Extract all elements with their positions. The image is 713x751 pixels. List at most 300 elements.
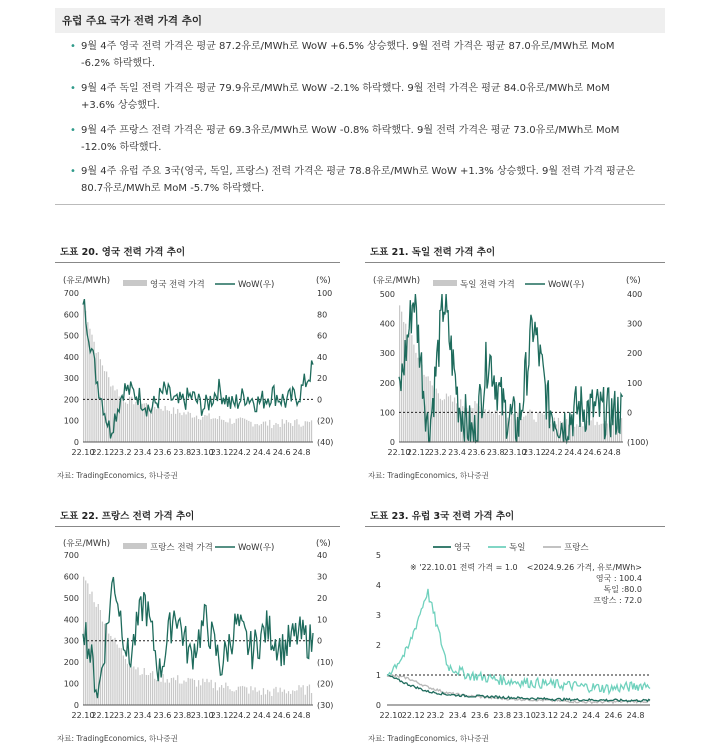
price-bar [454, 398, 455, 442]
price-bar [188, 412, 189, 442]
price-bar [144, 668, 145, 705]
price-bar [179, 684, 180, 705]
x-tick-label: 23.4 [133, 711, 152, 720]
price-bar [540, 411, 541, 442]
price-bar [489, 410, 490, 442]
y-tick-label: 300 [63, 374, 79, 384]
price-bar [206, 679, 207, 705]
x-tick-label: 23.10 [512, 711, 536, 720]
price-bar [286, 693, 287, 705]
price-bar [133, 666, 134, 705]
x-tick-label: 23.4 [133, 448, 152, 457]
x-tick-label: 24.8 [292, 448, 311, 457]
price-bar [290, 694, 291, 705]
y-tick-label: 2 [375, 641, 381, 650]
legend-line-label: WoW(우) [238, 543, 275, 553]
y2-tick-label: 40 [317, 551, 328, 560]
x-tick-label: 23.12 [535, 711, 559, 720]
price-bar [127, 404, 128, 442]
x-tick-label: 22.12 [91, 711, 115, 720]
y-tick-label: 100 [63, 416, 79, 426]
price-bar [156, 680, 157, 705]
price-bar [594, 425, 595, 442]
x-tick-label: 23.8 [173, 711, 192, 720]
price-bar [303, 426, 304, 442]
y-tick-label: 300 [379, 349, 395, 359]
x-tick-label: 23.10 [190, 448, 214, 457]
price-bar [137, 667, 138, 705]
caption-underline [55, 262, 340, 263]
y-tick-label: 100 [379, 408, 395, 418]
x-tick-label: 23.6 [471, 711, 489, 720]
price-bar [298, 685, 299, 705]
price-bar [200, 685, 201, 705]
price-bar [219, 687, 220, 705]
chart-caption-fr: 도표 22. 프랑스 전력 가격 추이 [60, 511, 195, 522]
price-bar [263, 422, 264, 442]
price-bar [491, 412, 492, 442]
price-bar [185, 682, 186, 705]
price-bar [192, 679, 193, 705]
x-tick-label: 24.2 [233, 448, 251, 457]
y-tick-label: 400 [63, 615, 79, 625]
x-tick-label: 23.2 [428, 448, 447, 457]
price-bar [263, 688, 264, 705]
price-bar [307, 421, 308, 442]
y2-tick-label: (20) [317, 679, 334, 689]
y-tick-label: 200 [63, 658, 79, 668]
price-bar [399, 305, 400, 442]
price-bar [257, 692, 258, 705]
price-bar [300, 687, 301, 705]
price-bar [415, 353, 416, 442]
price-bar [202, 417, 203, 442]
price-bar [403, 322, 404, 442]
y-tick-label: 600 [63, 310, 79, 320]
price-bar [413, 345, 414, 442]
price-bar [525, 415, 526, 442]
y-tick-label: 0 [73, 438, 79, 447]
price-bar [148, 407, 149, 442]
price-bar [213, 418, 214, 442]
price-bar [158, 407, 159, 442]
price-bar [286, 420, 287, 442]
price-bar [288, 691, 289, 705]
price-bar [537, 412, 538, 442]
y-tick-label: 600 [63, 572, 79, 582]
price-bar [162, 411, 163, 442]
y-tick-label: 700 [63, 289, 79, 298]
price-bar [531, 411, 532, 442]
y-tick-label: 5 [375, 551, 381, 560]
price-bar [277, 424, 278, 442]
price-bar [240, 686, 241, 705]
price-bar [267, 690, 268, 705]
price-bar [436, 389, 437, 442]
price-bar [106, 372, 107, 442]
price-bar [513, 414, 514, 442]
price-bar [523, 417, 524, 442]
x-tick-label: 23.12 [210, 448, 234, 457]
y2-tick-label: 40 [317, 352, 328, 362]
price-bar [248, 694, 249, 705]
price-bar [112, 639, 113, 705]
info-line: 영국 : 100.4 [595, 574, 642, 583]
price-bar [171, 678, 172, 705]
price-bar [181, 415, 182, 442]
price-bar [546, 417, 547, 442]
price-bar [131, 667, 132, 705]
x-tick-label: 24.6 [272, 448, 291, 457]
y-tick-label: 500 [63, 331, 79, 341]
price-bar [181, 684, 182, 705]
price-bar [533, 420, 534, 442]
price-bar [417, 358, 418, 442]
price-bar [544, 415, 545, 442]
price-bar [307, 686, 308, 705]
price-bar [621, 418, 622, 442]
y-tick-label: 0 [389, 438, 395, 447]
x-tick-label: 22.10 [71, 711, 95, 720]
x-tick-label: 24.8 [626, 711, 645, 720]
x-tick-label: 23.8 [486, 448, 505, 457]
price-bar [456, 403, 457, 442]
legend-line-label: WoW(우) [238, 280, 275, 290]
price-bar [448, 396, 449, 442]
price-bar [574, 427, 575, 442]
source-eu: 자료: TradingEconomics, 하나증권 [368, 734, 489, 743]
price-bar [409, 333, 410, 442]
price-bar [171, 414, 172, 442]
price-bar [265, 694, 266, 705]
price-bar [148, 675, 149, 705]
price-bar [91, 335, 92, 442]
price-bar [167, 679, 168, 705]
price-bar [183, 412, 184, 442]
right-axis-unit: (%) [626, 276, 641, 286]
y2-tick-label: 100 [317, 289, 333, 298]
price-bar [603, 424, 604, 442]
chart-fr [55, 533, 345, 728]
price-bar [127, 664, 128, 705]
price-bar [211, 419, 212, 442]
x-tick-label: 22.10 [379, 711, 403, 720]
price-bar [273, 689, 274, 705]
price-bar [231, 691, 232, 705]
price-bar [196, 416, 197, 442]
legend-bar-swatch [123, 543, 147, 549]
price-bar [294, 420, 295, 442]
y2-tick-label: 80 [317, 310, 328, 320]
y2-tick-label: 30 [317, 572, 328, 582]
price-bar [521, 419, 522, 442]
bullet-uk: • 9월 4주 영국 전력 가격은 평균 87.2유로/MWh로 WoW +6.5% 상승했다. 9월 전력 가격은 평균 87.0유로/MWh로 MoM -6.2% 하락했다. [70, 38, 645, 72]
chart-caption-eu: 도표 23. 유럽 3국 전력 가격 추이 [370, 511, 515, 522]
price-bar [282, 419, 283, 442]
x-tick-label: 24.4 [564, 448, 583, 457]
price-bar [259, 425, 260, 442]
price-bar [234, 423, 235, 442]
x-tick-label: 23.12 [210, 711, 234, 720]
x-tick-label: 24.8 [602, 448, 621, 457]
legend-label: 영국 [454, 543, 471, 553]
price-bar [292, 426, 293, 442]
price-bar [482, 414, 483, 442]
y2-tick-label: 60 [317, 331, 328, 341]
price-bar [280, 688, 281, 705]
x-tick-label: 23.2 [113, 711, 132, 720]
y-tick-label: 500 [379, 290, 395, 299]
y-tick-label: 4 [375, 581, 381, 590]
price-bar [284, 424, 285, 442]
price-bar [198, 419, 199, 442]
price-bar [179, 413, 180, 442]
price-bar [165, 683, 166, 705]
price-bar [311, 693, 312, 705]
price-bar [223, 688, 224, 705]
right-axis-unit: (%) [316, 276, 331, 286]
y2-tick-label: 20 [317, 593, 328, 603]
price-bar [234, 692, 235, 705]
price-bar [200, 420, 201, 442]
price-bar [529, 410, 530, 442]
price-bar [280, 427, 281, 442]
price-bar [202, 679, 203, 705]
price-bar [185, 414, 186, 442]
chart-caption-de: 도표 21. 독일 전력 가격 추이 [370, 247, 496, 258]
x-tick-label: 23.10 [503, 448, 527, 457]
y2-tick-label: 0 [317, 395, 323, 405]
price-bar [227, 422, 228, 442]
caption-underline [55, 526, 340, 527]
y2-tick-label: (30) [317, 701, 334, 710]
price-bar [160, 682, 161, 705]
price-bar [211, 680, 212, 705]
price-bar [495, 411, 496, 442]
price-bar [309, 422, 310, 442]
chart-note: ※ '22.10.01 전력 가격 = 1.0 [410, 563, 518, 572]
price-bar [225, 683, 226, 705]
right-axis-unit: (%) [316, 539, 331, 549]
price-bar [242, 418, 243, 442]
price-bar [204, 682, 205, 705]
price-bar [527, 413, 528, 442]
price-bar [311, 420, 312, 442]
price-bar [238, 418, 239, 442]
price-bar [578, 426, 579, 442]
chart-uk [55, 270, 345, 465]
price-bar [246, 420, 247, 442]
price-bar [261, 695, 262, 705]
price-bar [135, 402, 136, 442]
price-bar [125, 402, 126, 442]
x-tick-label: 24.4 [252, 448, 271, 457]
price-bar [236, 419, 237, 442]
bullet-dot: • [70, 83, 76, 94]
price-bar [175, 414, 176, 442]
price-bar [493, 413, 494, 442]
price-bar [254, 424, 255, 442]
price-bar [582, 426, 583, 442]
bullet-de: • 9월 4주 독일 전력 가격은 평균 79.9유로/MWh로 WoW -2.1% 하락했다. 9월 전력 가격은 평균 84.0유로/MWh로 MoM +3.6% 상승했다. [70, 80, 645, 114]
y-tick-label: 300 [63, 636, 79, 646]
price-bar [273, 425, 274, 442]
price-bar [309, 685, 310, 705]
y2-tick-label: 200 [627, 349, 643, 359]
price-bar [442, 400, 443, 442]
source-uk: 자료: TradingEconomics, 하나증권 [57, 471, 178, 480]
legend-bar-label: 영국 전력 가격 [150, 280, 205, 290]
price-bar [108, 634, 109, 705]
y2-tick-label: (40) [317, 438, 334, 447]
section-divider [55, 204, 665, 205]
price-bar [221, 685, 222, 705]
price-bar [221, 420, 222, 442]
price-bar [119, 648, 120, 705]
left-axis-unit: (유로/MWh) [63, 276, 111, 286]
price-bar [219, 416, 220, 442]
price-bar [121, 648, 122, 705]
chart-caption-uk: 도표 20. 영국 전력 가격 추이 [60, 247, 186, 258]
x-tick-label: 24.6 [272, 711, 291, 720]
y2-tick-label: (20) [317, 416, 334, 426]
price-bar [254, 687, 255, 705]
price-bar [102, 622, 103, 705]
price-bar [485, 409, 486, 442]
price-bar [601, 424, 602, 442]
y-tick-label: 400 [63, 352, 79, 362]
price-bar [169, 683, 170, 705]
price-bar [154, 679, 155, 705]
bullet-fr: • 9월 4주 프랑스 전력 가격은 평균 69.3유로/MWh로 WoW -0.8% 하락했다. 9월 전력 가격은 평균 73.0유로/MWh로 MoM -12.0% 하락했다. [70, 122, 645, 156]
price-bar [173, 407, 174, 442]
bullet-eu: • 9월 4주 유럽 주요 3국(영국, 독일, 프랑스) 전력 가격은 평균 78.8유로/MWh로 WoW +1.3% 상승했다. 9월 전력 가격 평균은 80.7유로/MWh로 MoM -5.7% 하락했다. [70, 163, 645, 197]
chart-eu [365, 533, 665, 728]
price-bar [204, 415, 205, 442]
x-tick-label: 23.10 [190, 711, 214, 720]
price-bar [244, 687, 245, 705]
y2-tick-label: 0 [317, 636, 323, 646]
price-bar [407, 334, 408, 442]
y-tick-label: 1 [375, 671, 381, 680]
legend-bar-label: 프랑스 전력 가격 [150, 543, 213, 553]
info-line: <2024.9.26 가격, 유로/MWh> [526, 563, 642, 572]
price-bar [257, 424, 258, 442]
price-bar [590, 420, 591, 442]
price-bar [114, 638, 115, 705]
price-bar [231, 424, 232, 442]
price-bar [282, 692, 283, 705]
y2-tick-label: 0 [627, 408, 633, 418]
price-bar [288, 422, 289, 442]
y-tick-label: 0 [375, 701, 381, 710]
price-bar [246, 687, 247, 705]
bullet-dot: • [70, 41, 76, 52]
price-bar [244, 419, 245, 442]
chart-de [365, 270, 665, 465]
price-bar [169, 411, 170, 442]
price-bar [240, 417, 241, 442]
price-bar [165, 406, 166, 442]
price-bar [152, 671, 153, 705]
price-bar [497, 410, 498, 442]
legend-label: 독일 [509, 543, 526, 553]
y2-tick-label: (100) [627, 438, 649, 447]
price-bar [190, 679, 191, 705]
y-tick-label: 700 [63, 551, 79, 560]
y2-tick-label: (10) [317, 658, 334, 668]
price-bar [503, 411, 504, 442]
price-bar [104, 371, 105, 442]
price-bar [183, 680, 184, 705]
price-bar [217, 419, 218, 442]
price-bar [440, 399, 441, 442]
y2-tick-label: 300 [627, 319, 643, 329]
bullet-dot: • [70, 125, 76, 136]
price-bar [167, 410, 168, 442]
x-tick-label: 24.8 [292, 711, 311, 720]
left-axis-unit: (유로/MWh) [63, 539, 111, 549]
price-bar [177, 409, 178, 442]
x-tick-label: 24.4 [252, 711, 271, 720]
x-tick-label: 23.8 [173, 448, 192, 457]
price-bar [290, 423, 291, 442]
price-bar [190, 413, 191, 442]
price-bar [236, 690, 237, 705]
price-bar [96, 353, 97, 442]
price-bar [511, 413, 512, 442]
price-bar [129, 667, 130, 705]
price-bar [296, 690, 297, 705]
left-axis-unit: (유로/MWh) [373, 276, 421, 286]
x-tick-label: 23.12 [522, 448, 546, 457]
x-tick-label: 22.12 [91, 448, 115, 457]
price-bar [188, 678, 189, 705]
price-bar [146, 675, 147, 705]
price-bar [198, 680, 199, 705]
price-bar [238, 687, 239, 705]
price-bar [294, 691, 295, 705]
price-bar [160, 409, 161, 442]
price-bar [452, 402, 453, 442]
x-tick-label: 24.6 [604, 711, 623, 720]
info-line: 프랑스 : 72.0 [593, 596, 642, 605]
price-bar [296, 419, 297, 442]
price-bar [194, 417, 195, 442]
price-bar [305, 421, 306, 442]
price-bar [229, 418, 230, 442]
price-bar [177, 675, 178, 705]
price-bar [100, 610, 101, 705]
y-tick-label: 200 [63, 395, 79, 405]
price-bar [576, 424, 577, 442]
x-tick-label: 24.2 [233, 711, 251, 720]
price-bar [303, 685, 304, 705]
x-tick-label: 23.6 [153, 448, 172, 457]
source-fr: 자료: TradingEconomics, 하나증권 [57, 734, 178, 743]
price-bar [419, 360, 420, 442]
price-bar [125, 659, 126, 705]
price-bar [250, 686, 251, 705]
price-bar [131, 397, 132, 442]
price-bar [267, 426, 268, 442]
price-bar [215, 418, 216, 442]
x-tick-label: 22.12 [406, 448, 430, 457]
legend-bar-label: 독일 전력 가격 [460, 280, 515, 290]
price-bar [100, 359, 101, 442]
price-bar [206, 416, 207, 442]
legend-label: 프랑스 [564, 543, 589, 553]
